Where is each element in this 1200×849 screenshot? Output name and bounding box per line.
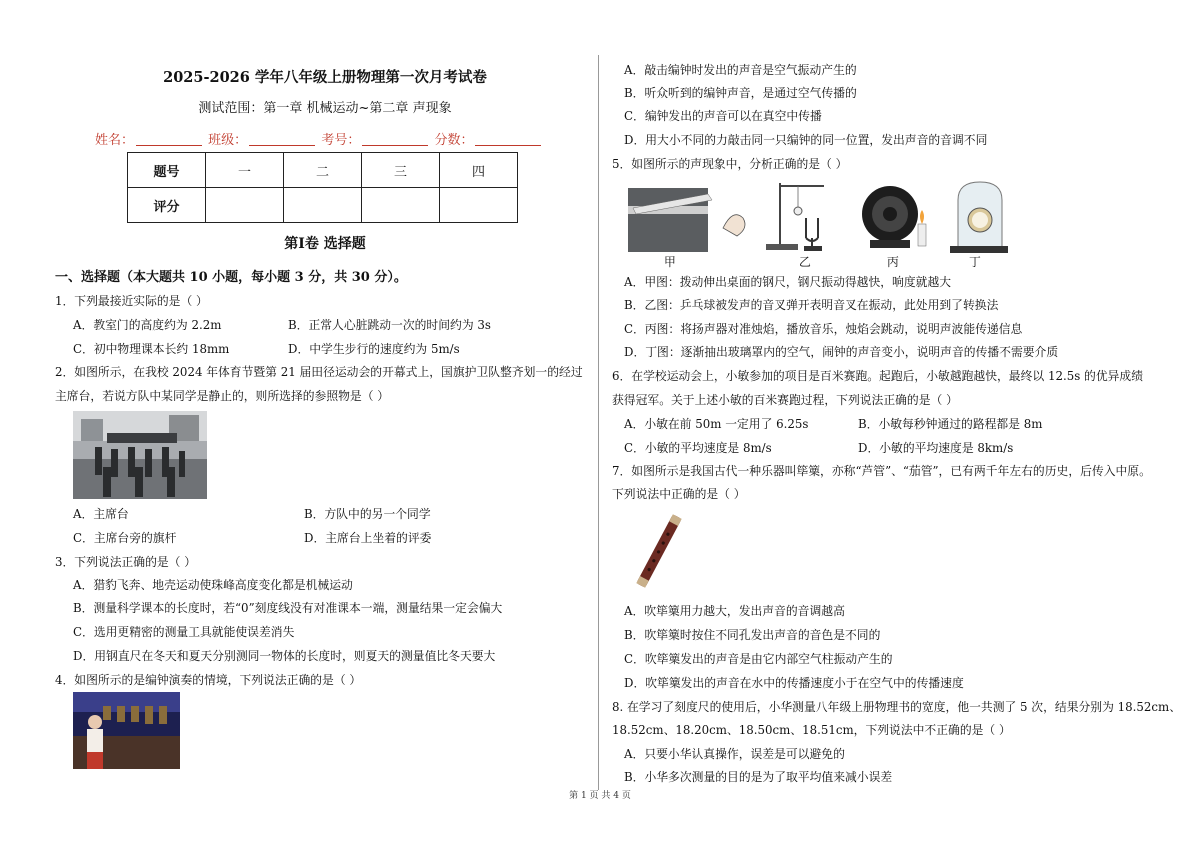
question-1-stem: 1．下列最接近实际的是（ ） [55, 294, 208, 308]
question-3-stem: 3．下列说法正确的是（ ） [55, 555, 197, 569]
figure-label-jia: 甲 [664, 255, 676, 269]
exam-number-label: 考号： [321, 133, 361, 148]
question-8-stem-line-1: 8. 在学习了刻度尺的使用后，小华测量八年级上册物理书的宽度，他一共测了 5 次，结果分别为 18.52cm、 [612, 700, 1182, 714]
question-1-option-b: B．正常人心脏跳动一次的时间约为 3s [288, 318, 491, 332]
question-2-option-c: C．主席台旁的旗杆 [73, 531, 177, 545]
table-cell: 三 [362, 153, 440, 188]
question-7-stem-line-1: 7．如图所示是我国古代一种乐器叫筚篥，亦称“芦管”、“茄管”，已有两千年左右的历史，后传入中原。 [612, 464, 1151, 478]
table-cell: 一 [206, 153, 284, 188]
question-8-stem-line-2: 18.52cm、18.20cm、18.50cm、18.51cm，下列说法中不正确的是（ ） [612, 723, 1011, 737]
question-1-option-c: C．初中物理课本长约 18mm [73, 342, 230, 356]
name-blank[interactable] [136, 133, 202, 146]
score-table [127, 152, 518, 223]
table-cell[interactable] [362, 188, 440, 223]
table-cell: 题号 [128, 153, 206, 188]
table-cell[interactable] [206, 188, 284, 223]
question-3-option-c: C．选用更精密的测量工具就能使误差消失 [73, 625, 295, 639]
exam-number-blank[interactable] [362, 133, 428, 146]
page-footer: 第 1 页 共 4 页 [569, 791, 631, 801]
table-cell: 四 [440, 153, 518, 188]
question-6-option-a: A．小敏在前 50m 一定用了 6.25s [624, 417, 809, 431]
question-5-option-b: B．乙图：乒乓球被发声的音叉弹开表明音叉在振动，此处用到了转换法 [624, 298, 999, 312]
part-title: 第Ⅰ卷 选择题 [284, 236, 366, 252]
question-5-option-c: C．丙图：将扬声器对准烛焰，播放音乐，烛焰会跳动，说明声波能传递信息 [624, 322, 1023, 336]
flag-guard-parade-photo [73, 411, 207, 499]
figure-label-bing: 丙 [887, 255, 899, 269]
bili-instrument-photo [624, 510, 694, 592]
question-2-option-b: B．方队中的另一个同学 [304, 507, 431, 521]
question-5-stem: 5．如图所示的声现象中，分析正确的是（ ） [612, 157, 848, 171]
question-6-stem-line-2: 获得冠军。关于上述小敏的百米赛跑过程，下列说法正确的是（ ） [612, 393, 958, 407]
question-4-stem: 4．如图所示的是编钟演奏的情境，下列说法正确的是（ ） [55, 673, 362, 687]
question-6-option-d: D．小敏的平均速度是 8km/s [858, 441, 1014, 455]
test-range: 测试范围：第一章 机械运动~第二章 声现象 [198, 101, 452, 116]
bianzhong-performance-photo [73, 692, 180, 769]
question-7-option-a: A．吹筚篥用力越大，发出声音的音调越高 [624, 604, 845, 618]
question-4-option-b: B．听众听到的编钟声音，是通过空气传播的 [624, 86, 857, 100]
question-5-option-d: D．丁图：逐渐抽出玻璃罩内的空气，闹钟的声音变小，说明声音的传播不需要介质 [624, 345, 1059, 359]
question-3-option-d: D．用钢直尺在冬天和夏天分别测同一物体的长度时，则夏天的测量值比冬天要大 [73, 649, 496, 663]
question-6-option-c: C．小敏的平均速度是 8m/s [624, 441, 772, 455]
figure-label-ding: 丁 [969, 255, 981, 269]
question-3-option-b: B．测量科学课本的长度时，若“0”刻度线没有对准课本一端，测量结果一定会偏大 [73, 601, 503, 615]
exam-title: 2025-2026 学年八年级上册物理第一次月考试卷 [163, 69, 487, 86]
question-7-option-d: D．吹筚篥发出的声音在水中的传播速度小于在空气中的传播速度 [624, 676, 964, 690]
question-2-option-a: A．主席台 [73, 507, 129, 521]
question-5-option-a: A．甲图：拨动伸出桌面的钢尺，钢尺振动得越快，响度就越大 [624, 275, 952, 289]
sound-experiments-figure [628, 178, 1008, 256]
class-blank[interactable] [249, 133, 315, 146]
section-title: 一、选择题（本大题共 10 小题，每小题 3 分，共 30 分）。 [55, 270, 407, 285]
question-3-option-a: A．猎豹飞奔、地壳运动使珠峰高度变化都是机械运动 [73, 578, 353, 592]
question-2-stem-line-2: 主席台，若说方队中某同学是静止的，则所选择的参照物是（ ） [55, 389, 390, 403]
name-label: 姓名： [95, 133, 135, 148]
table-cell: 二 [284, 153, 362, 188]
question-6-stem-line-1: 6．在学校运动会上，小敏参加的项目是百米赛跑。起跑后，小敏越跑越快，最终以 12.5s 的优异成绩 [612, 369, 1144, 383]
question-2-stem-line-1: 2．如图所示，在我校 2024 年体育节暨第 21 届田径运动会的开幕式上，国旗护卫队整齐划一的经过 [55, 365, 583, 379]
class-label: 班级： [208, 133, 248, 148]
score-table-header-row [128, 153, 518, 188]
student-info-line [95, 129, 543, 148]
question-7-stem-line-2: 下列说法中正确的是（ ） [612, 487, 746, 501]
score-blank[interactable] [475, 133, 541, 146]
table-cell: 评分 [128, 188, 206, 223]
question-6-option-b: B．小敏每秒钟通过的路程都是 8m [858, 417, 1043, 431]
question-7-option-b: B．吹筚篥时按住不同孔发出声音的音色是不同的 [624, 628, 881, 642]
question-1-option-a: A．教室门的高度约为 2.2m [73, 318, 222, 332]
score-table-score-row [128, 188, 518, 223]
question-4-option-a: A．敲击编钟时发出的声音是空气振动产生的 [624, 63, 857, 77]
score-label: 分数： [434, 133, 474, 148]
question-4-option-c: C．编钟发出的声音可以在真空中传播 [624, 109, 822, 123]
question-8-option-b: B．小华多次测量的目的是为了取平均值来减小误差 [624, 770, 893, 784]
table-cell[interactable] [440, 188, 518, 223]
table-cell[interactable] [284, 188, 362, 223]
question-4-option-d: D．用大小不同的力敲击同一只编钟的同一位置，发出声音的音调不同 [624, 133, 988, 147]
column-divider [598, 55, 599, 790]
question-1-option-d: D．中学生步行的速度约为 5m/s [288, 342, 460, 356]
question-2-option-d: D．主席台上坐着的评委 [304, 531, 432, 545]
question-8-option-a: A．只要小华认真操作，误差是可以避免的 [624, 747, 845, 761]
question-7-option-c: C．吹筚篥发出的声音是由它内部空气柱振动产生的 [624, 652, 893, 666]
figure-label-yi: 乙 [799, 255, 811, 269]
